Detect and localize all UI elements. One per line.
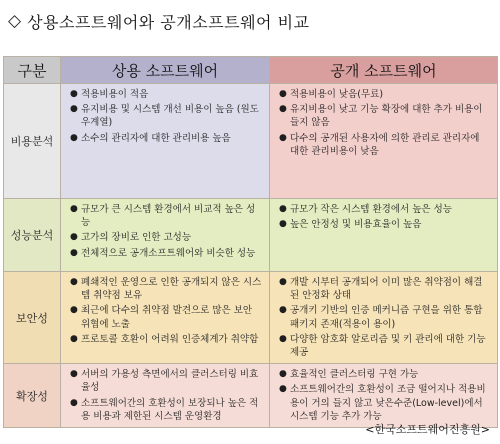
list-item-text: 유지비용이 낮고 기능 확장에 대한 추가 비용이 들지 않음 xyxy=(290,104,483,129)
row-category: 확장성 xyxy=(4,364,61,428)
bullet-icon: ● xyxy=(279,89,287,99)
bullet-icon: ● xyxy=(279,132,287,143)
list-item xyxy=(69,368,263,394)
bullet-icon: ● xyxy=(70,369,78,380)
list-item-text: 다수의 공개된 사용자에 의한 관리로 관리자에 대한 관리비용이 낮음 xyxy=(290,132,480,157)
bullet-icon: ● xyxy=(279,104,287,115)
list-item-text: 적용비용이 적음 xyxy=(81,89,149,100)
list-item xyxy=(278,88,491,101)
list-item xyxy=(69,397,263,423)
bullet-icon: ● xyxy=(70,333,78,344)
table-body xyxy=(4,84,498,428)
list-item-text: 소수의 관리자에 대한 관리비용 높음 xyxy=(81,132,231,144)
list-item xyxy=(278,383,491,423)
header-row xyxy=(4,57,498,84)
list-item-text: 다양한 암호화 알로리즘 및 키 관리에 대한 기능 제공 xyxy=(290,333,486,359)
table-row xyxy=(4,84,498,199)
list-item-text: 공개키 기반의 인증 메커니즘 구현을 위한 통합 패키지 존재(적용이 용이) xyxy=(290,305,483,330)
list-item-text: 폐쇄적인 운영으로 인한 공개되지 않은 시스템 취약점 보유 xyxy=(81,277,262,302)
list-item xyxy=(69,247,263,260)
comparison-table xyxy=(3,56,498,428)
bullet-icon: ● xyxy=(70,132,78,143)
list-item xyxy=(69,103,263,129)
list-item xyxy=(69,203,263,229)
list-item-text: 적용비용이 낮음(무료) xyxy=(290,89,384,100)
bullet-icon: ● xyxy=(70,305,78,316)
list-item-text: 전체적으로 공개소프트웨어와 비슷한 성능 xyxy=(81,247,256,259)
list-item-text: 프로토콜 호환이 어려워 인증체계가 취약함 xyxy=(81,333,259,345)
header-commercial: 상용 소프트웨어 xyxy=(61,57,270,84)
list-item xyxy=(278,218,491,231)
header-open: 공개 소프트웨어 xyxy=(270,57,498,84)
row-category: 보안성 xyxy=(4,272,61,364)
bullet-icon: ● xyxy=(70,397,78,408)
list-item xyxy=(278,132,491,158)
list-item-text: 소프트웨어간의 호환성이 보장되나 높은 적용 비용과 제한된 시스템 운영환경 xyxy=(81,397,259,422)
table-row xyxy=(4,199,498,272)
list-item-text: 효율적인 클러스터링 구현 가능 xyxy=(290,369,419,381)
bullet-icon: ● xyxy=(279,204,287,214)
commercial-cell xyxy=(61,199,270,272)
list-item xyxy=(69,132,263,145)
bullet-icon: ● xyxy=(70,89,78,99)
list-item-text: 규모가 큰 시스템 환경에서 비교적 높은 성능 xyxy=(81,204,256,229)
table-row xyxy=(4,364,498,428)
bullet-icon: ● xyxy=(279,305,287,316)
bullet-icon: ● xyxy=(70,104,78,115)
bullet-icon: ● xyxy=(279,277,287,287)
bullet-icon: ● xyxy=(70,204,78,214)
list-item-text: 소프트웨어간의 호환성이 조금 떨어지나 적용비용이 거의 들지 않고 낮은수준(Low-level)에서 시스템 기능 추가 가능 xyxy=(290,384,486,422)
list-item xyxy=(69,304,263,330)
row-category: 성능분석 xyxy=(4,199,61,272)
list-item-text: 서버의 가용성 측면에서의 클러스터링 비효율성 xyxy=(81,369,259,394)
list-item-text: 규모가 작은 시스템 환경에서 높은 성능 xyxy=(290,204,452,215)
list-item xyxy=(278,203,491,216)
table-row xyxy=(4,272,498,364)
open-cell xyxy=(270,199,498,272)
open-cell xyxy=(270,272,498,364)
source-credit: <한국소프트웨어진흥원> xyxy=(365,423,490,436)
list-item xyxy=(278,304,491,330)
list-item-text: 높은 안정성 및 비용효율이 높음 xyxy=(290,219,422,231)
bullet-icon: ● xyxy=(279,384,287,395)
title-text: 상용소프트웨어와 공개소프트웨어 비교 xyxy=(27,12,310,32)
bullet-icon: ● xyxy=(70,232,78,243)
open-cell xyxy=(270,364,498,428)
bullet-icon: ● xyxy=(279,219,287,230)
commercial-cell xyxy=(61,364,270,428)
page-title xyxy=(8,7,310,35)
bullet-icon: ● xyxy=(70,247,78,258)
list-item-text: 고가의 장비로 인한 고성능 xyxy=(81,232,192,244)
bullet-icon: ● xyxy=(279,369,287,380)
list-item xyxy=(278,368,491,381)
open-cell xyxy=(270,84,498,199)
commercial-cell xyxy=(61,272,270,364)
diamond-icon: ◇ xyxy=(8,11,22,31)
list-item xyxy=(69,276,263,302)
list-item xyxy=(69,88,263,101)
list-item-text: 개발 시부터 공개되어 이미 많은 취약점이 해결된 안정화 상태 xyxy=(290,277,483,302)
list-item xyxy=(69,333,263,346)
list-item-text: 최근에 다수의 취약점 발견으로 많은 보안 위협에 노출 xyxy=(81,305,253,330)
row-category: 비용분석 xyxy=(4,84,61,199)
list-item xyxy=(278,276,491,302)
list-item-text: 유지비용 및 시스템 개선 비용이 높음 (원도우계열) xyxy=(81,104,259,129)
header-category: 구분 xyxy=(4,57,61,84)
bullet-icon: ● xyxy=(279,333,287,344)
bullet-icon: ● xyxy=(70,277,78,287)
list-item xyxy=(69,231,263,244)
commercial-cell xyxy=(61,84,270,199)
list-item xyxy=(278,333,491,359)
list-item xyxy=(278,103,491,129)
